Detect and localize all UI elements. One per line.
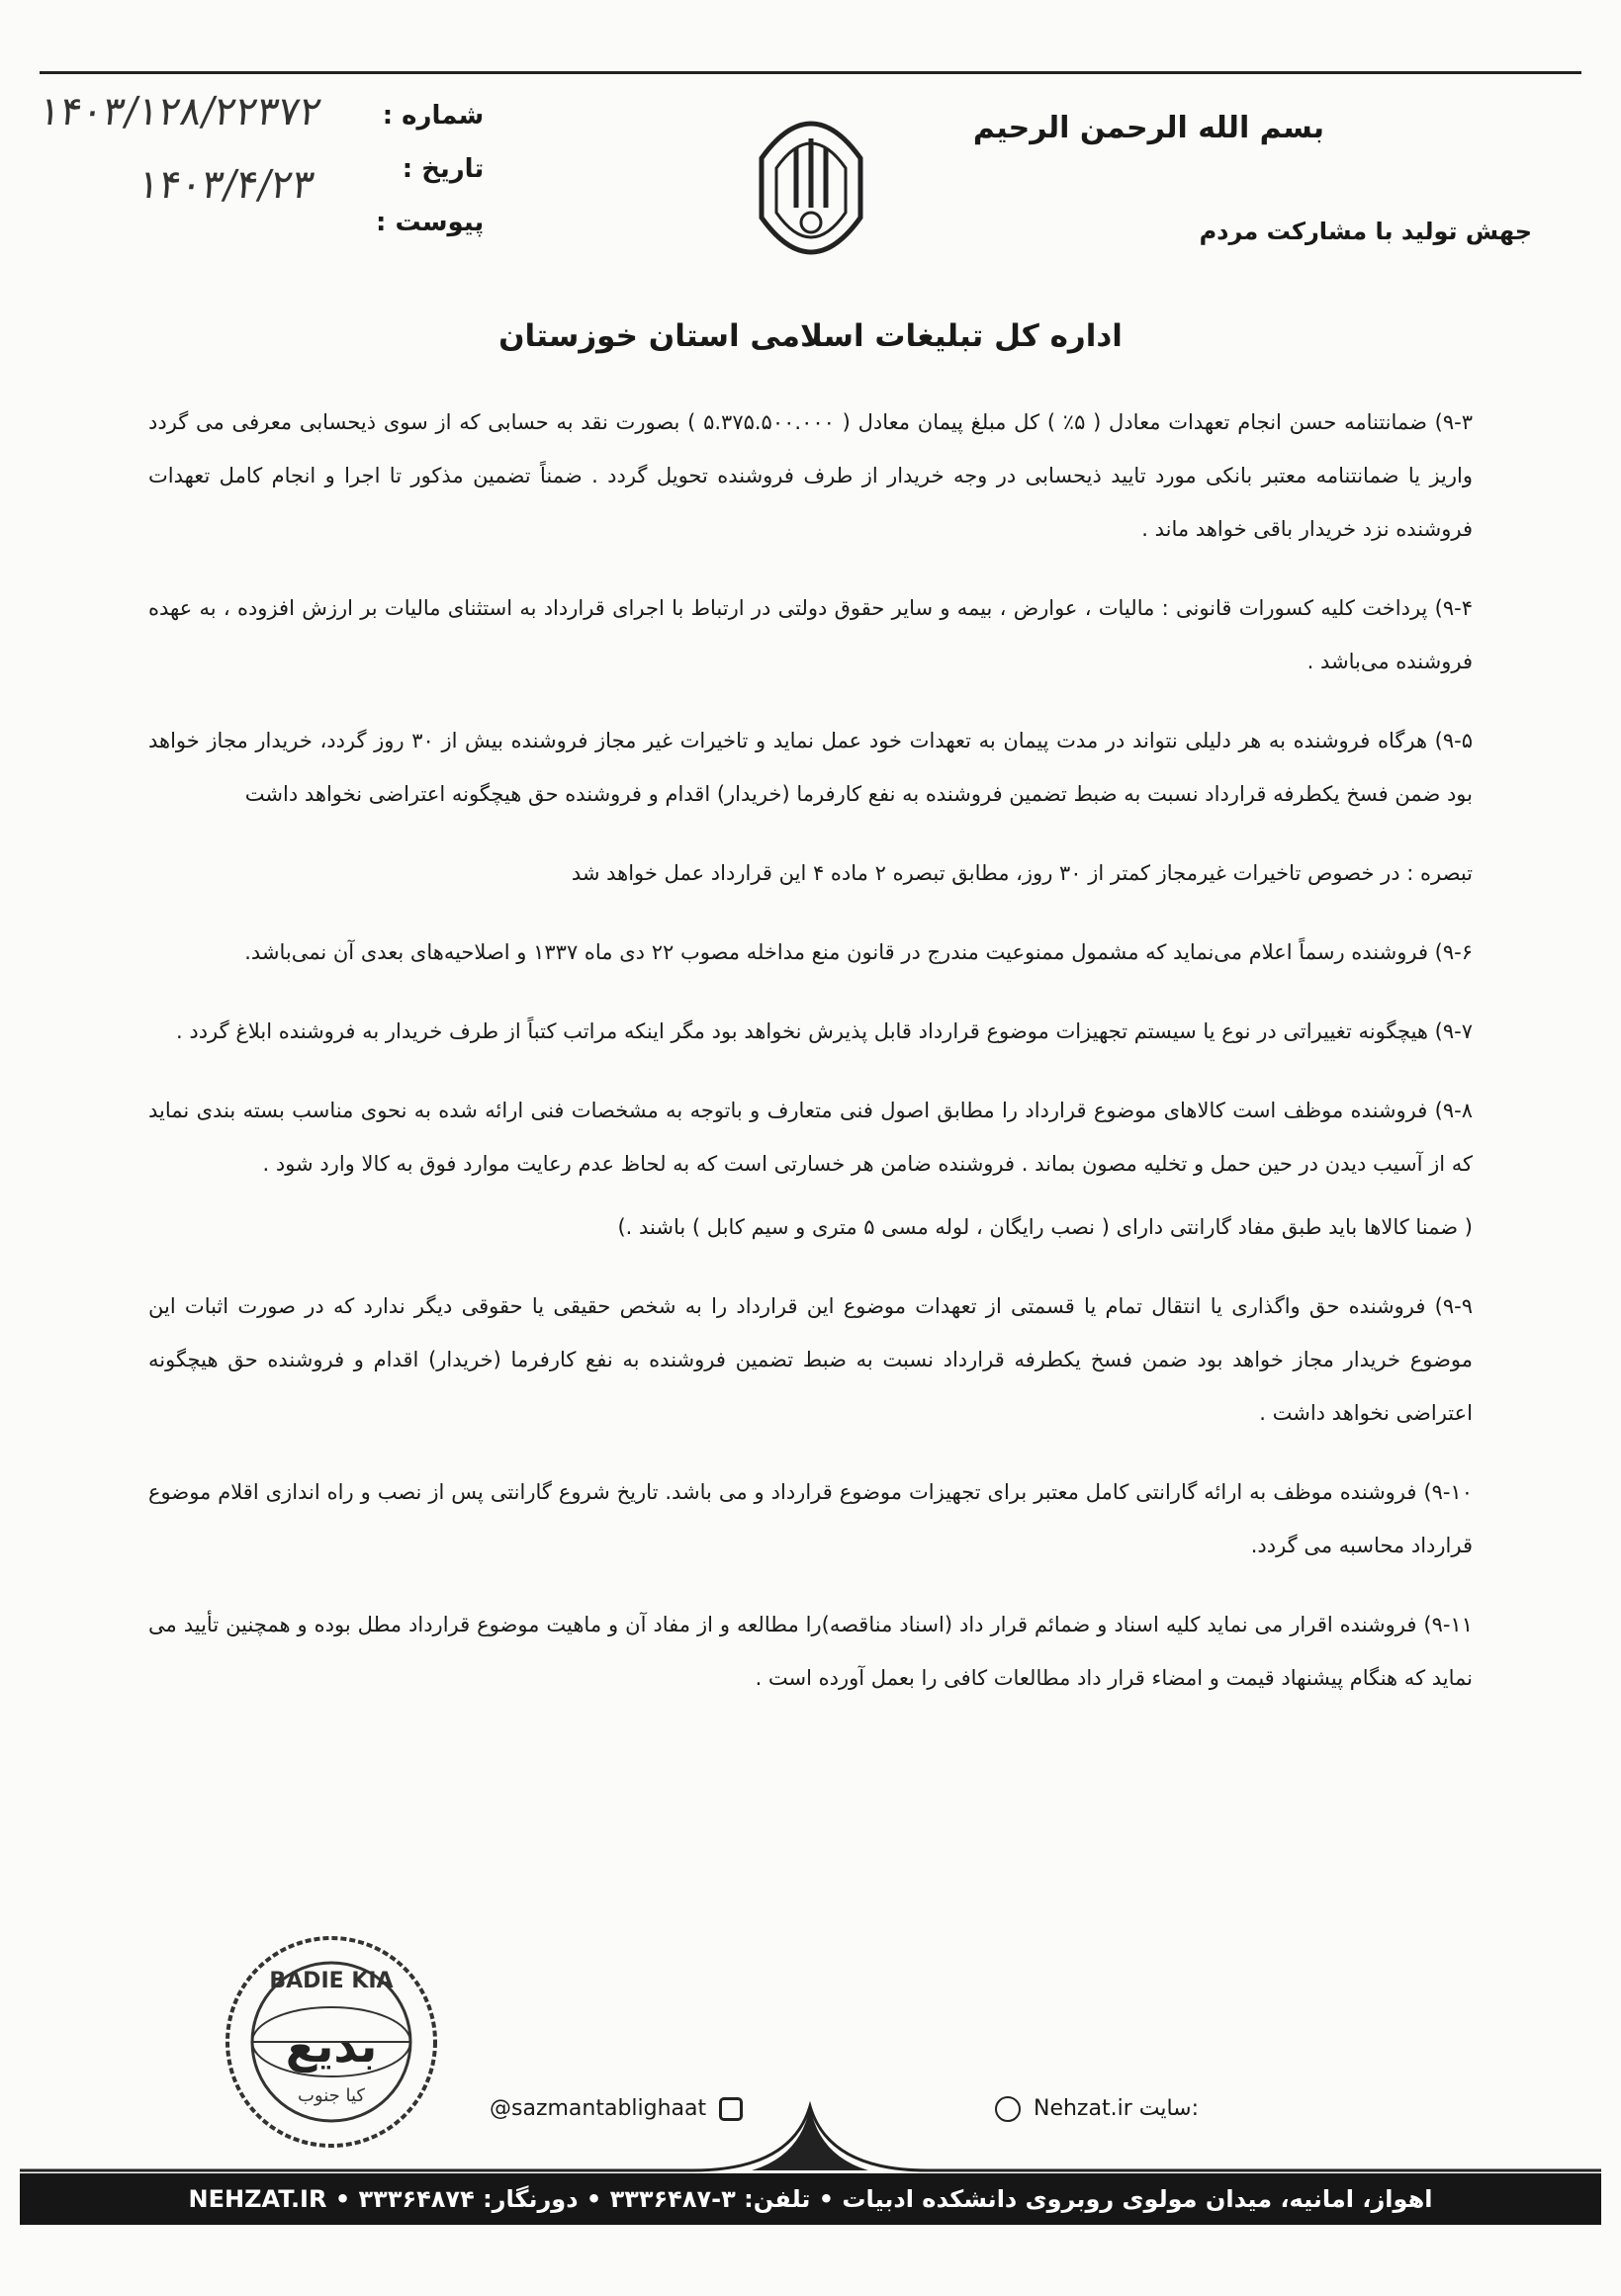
website-contact [989,2096,1199,2122]
website-url: Nehzat.ir [1034,2096,1132,2121]
emblem-logo [752,99,870,287]
letter-meta [376,89,484,249]
organization-title: اداره کل تبلیغات اسلامی استان خوزستان [498,318,1123,354]
letter-date-handwritten: ۱۴۰۳/۴/۲۳ [135,162,317,208]
date-label: تاریخ : [402,154,485,184]
letter-number-handwritten: ۱۴۰۳/۱۲۸/۲۲۳۷۲ [36,89,324,134]
clause-9-10: ۹-۱۰) فروشنده موظف به ارائه گارانتی کامل معتبر برای تجهیزات موضوع قرارداد و می باشد. تاریخ شروع گارانتی پس از نصب و راه اندازی اقلام موضوع قرارداد محاسبه می گردد. [148,1480,1473,1557]
stamp-latin-text: BADIE KIA [269,1969,394,1993]
clause-9-9: ۹-۹) فروشنده حق واگذاری یا انتقال تمام یا قسمتی از تعهدات موضوع این قرارداد را به شخص حقیقی یا حقوقی دیگر ندارد که در صورت اثبات این موضوع خریدار مجاز خواهد بود ضمن فسخ یکطرفه قرارداد نسبت به ضبط تضمین فروشنده به نفع کارفرما (خریدار) اقدام و فروشنده حق هیچگونه اعتراضی نخواهد داشت . [148,1294,1473,1425]
slogan: جهش تولید با مشارکت مردم [1199,218,1532,245]
globe-icon [995,2096,1021,2122]
instagram-contact [490,2096,749,2121]
stamp-logo-text: بدیع [285,2019,378,2073]
bismillah-calligraphy: بسم الله الرحمن الرحیم [972,111,1324,145]
letter-body [148,396,1473,1730]
attachment-label: پیوست : [376,208,485,237]
clause-9-8-note: ( ضمنا کالاها باید طبق مفاد گارانتی دارای ( نصب رایگان ، لوله مسی ۵ متری و سیم کابل ) باشند .) [617,1215,1473,1239]
clause-9-8: ۹-۸) فروشنده موظف است کالاهای موضوع قرارداد را مطابق اصول فنی متعارف و باتوجه به مشخصات فنی ارائه شده به نحوی مناسب بسته بندی نماید که از آسیب دیدن در حین حمل و تخلیه مصون بماند . فروشنده ضامن هر خسارتی است که به لحاظ عدم رعایت موارد فوق به کالا وارد شود . [148,1099,1473,1176]
instagram-icon [719,2097,743,2121]
instagram-handle: @sazmantablighaat [490,2096,707,2121]
stamp-sub-text: کیا جنوب [297,2085,366,2106]
contact-row [0,2096,1621,2140]
clause-9-5: ۹-۵) هرگاه فروشنده به هر دلیلی نتواند در مدت پیمان به تعهدات خود عمل نماید و تاخیرات غیر مجاز فروشنده بیش از ۳۰ روز گردد، خریدار مجاز خواهد بود ضمن فسخ یکطرفه قرارداد نسبت به ضبط تضمین فروشنده به نفع کارفرما (خریدار) اقدام و فروشنده حق هیچگونه اعتراضی نخواهد داشت [148,729,1473,806]
clause-9-5-note: تبصره : در خصوص تاخیرات غیرمجاز کمتر از ۳۰ روز، مطابق تبصره ۲ ماده ۴ این قرارداد عمل خواهد شد [571,861,1473,885]
top-border-line [40,71,1581,74]
footer-address-bar: اهواز، امانیه، میدان مولوی روبروی دانشکده ادبیات • تلفن: ۳-۳۳۳۶۴۸۷ • دورنگار: ۳۳۳۶۴۸۷۴ • NEHZAT.IR [20,2173,1601,2225]
clause-9-6: ۹-۶) فروشنده رسماً اعلام می‌نماید که مشمول ممنوعیت مندرج در قانون منع مداخله مصوب ۲۲ دی ماه ۱۳۳۷ و اصلاحیه‌های بعدی آن نمی‌باشد. [244,940,1473,964]
clause-9-11: ۹-۱۱) فروشنده اقرار می نماید کلیه اسناد و ضمائم قرار داد (اسناد مناقصه)را مطالعه و از مفاد آن و ماهیت موضوع قرارداد مطل بوده و همچنین تأیید می نماید که هنگام پیشنهاد قیمت و امضاء قرار داد مطالعات کافی را بعمل آورده است . [148,1613,1473,1690]
clause-9-4: ۹-۴) پرداخت کلیه کسورات قانونی : مالیات ، عوارض ، بیمه و سایر حقوق دولتی در ارتباط با اجرای قرارداد به استثنای مالیات بر ارزش افزوده ، به عهده فروشنده می‌باشد . [148,596,1473,673]
website-label: سایت: [1138,2096,1200,2121]
number-label: شماره : [382,101,485,131]
clause-9-7: ۹-۷) هیچگونه تغییراتی در نوع یا سیستم تجهیزات موضوع قرارداد قابل پذیرش نخواهد بود مگر اینکه مراتب کتباً از طرف خریدار به فروشنده ابلاغ گردد . [176,1019,1473,1043]
clause-9-3: ۹-۳) ضمانتنامه حسن انجام تعهدات معادل ( ۵٪ ) کل مبلغ پیمان معادل ( ۵.۳۷۵.۵۰۰.۰۰۰ ) بصورت نقد به حسابی که از سوی ذیحسابی معرفی می گردد واریز یا ضمانتنامه معتبر بانکی مورد تایید ذیحسابی در وجه خریدار از طرف فروشنده تحویل گردد . ضمناً تضمین مذکور تا اجرا و انجام کامل تعهدات فروشنده نزد خریدار باقی خواهد ماند . [148,410,1473,541]
